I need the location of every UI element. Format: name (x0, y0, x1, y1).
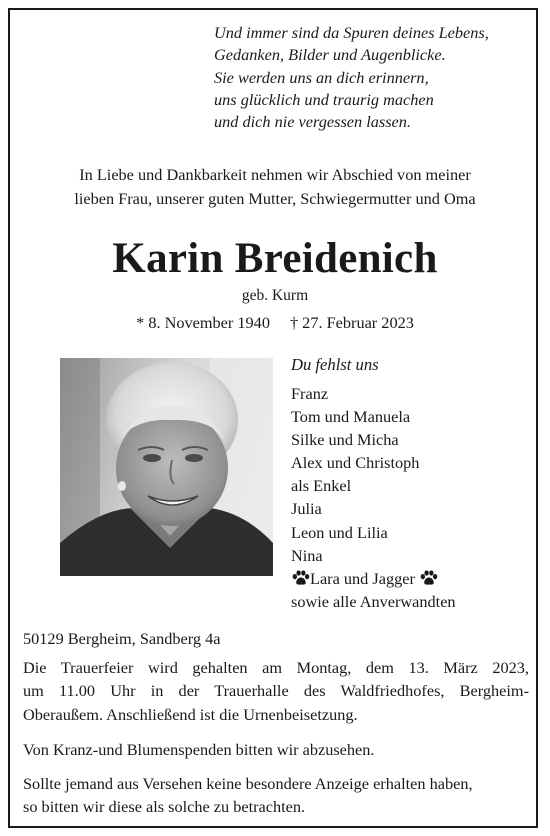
birth-name: geb. Kurm (241, 287, 309, 304)
portrait-photo-image (60, 358, 273, 576)
missing-notice-line: Sollte jemand aus Versehen keine besondere Anzeige erhalten haben, (23, 774, 473, 793)
deceased-name: Karin Breidenich (112, 235, 438, 282)
mourner-name: Tom und Manuela (291, 407, 411, 427)
address: 50129 Bergheim, Sandberg 4a (23, 629, 221, 648)
mourner-name: Alex und Christoph (291, 453, 420, 473)
death-date: † 27. Februar 2023 (289, 313, 414, 332)
portrait-photo (60, 358, 273, 576)
mourners-list (291, 382, 456, 613)
mourner-name: Nina (291, 545, 323, 565)
flowers-note: Von Kranz-und Blumenspenden bitten wir abzusehen. (23, 740, 375, 759)
poem-line: uns glücklich und traurig machen (214, 89, 434, 109)
poem-line: Gedanken, Bilder und Augenblicke. (214, 45, 446, 65)
funeral-info (23, 656, 529, 726)
intro-line: lieben Frau, unserer guten Mutter, Schwiegermutter und Oma (74, 189, 476, 208)
poem-line: Sie werden uns an dich erinnern, (214, 67, 429, 87)
funeral-info-line: Oberaußem. Anschließend ist die Urnenbeisetzung. (23, 704, 358, 724)
missing-notice-line: so bitten wir diese als solche zu betrachten. (23, 797, 306, 817)
mourner-name: Leon und Lilia (291, 522, 388, 542)
mourner-name: als Enkel (291, 476, 352, 496)
missing-notice (23, 772, 529, 819)
relatives-line: sowie alle Anverwandten (291, 591, 456, 611)
poem-line: Und immer sind da Spuren deines Lebens, (214, 23, 489, 42)
memorial-poem (214, 22, 489, 133)
funeral-info-line: um 11.00 Uhr in der Trauerhalle des Waldfriedhofes, Bergheim- (23, 681, 529, 701)
paw-print-icon (419, 570, 438, 586)
mourner-name: Julia (291, 499, 322, 519)
birth-date: * 8. November 1940 (136, 313, 270, 332)
mourner-name: Silke und Micha (291, 430, 399, 450)
intro-line: In Liebe und Dankbarkeit nehmen wir Abschied von meiner (79, 165, 471, 184)
mourner-name: Franz (291, 384, 329, 403)
intro-text (20, 163, 530, 211)
pets-names: Lara und Jagger (310, 568, 415, 588)
pets-line (291, 567, 456, 590)
mourners-heading: Du fehlst uns (291, 355, 379, 374)
poem-line: und dich nie vergessen lassen. (214, 112, 411, 132)
life-dates (0, 312, 550, 334)
funeral-info-line: Die Trauerfeier wird gehalten am Montag, dem 13. März 2023, (23, 658, 529, 677)
paw-print-icon (291, 570, 310, 586)
